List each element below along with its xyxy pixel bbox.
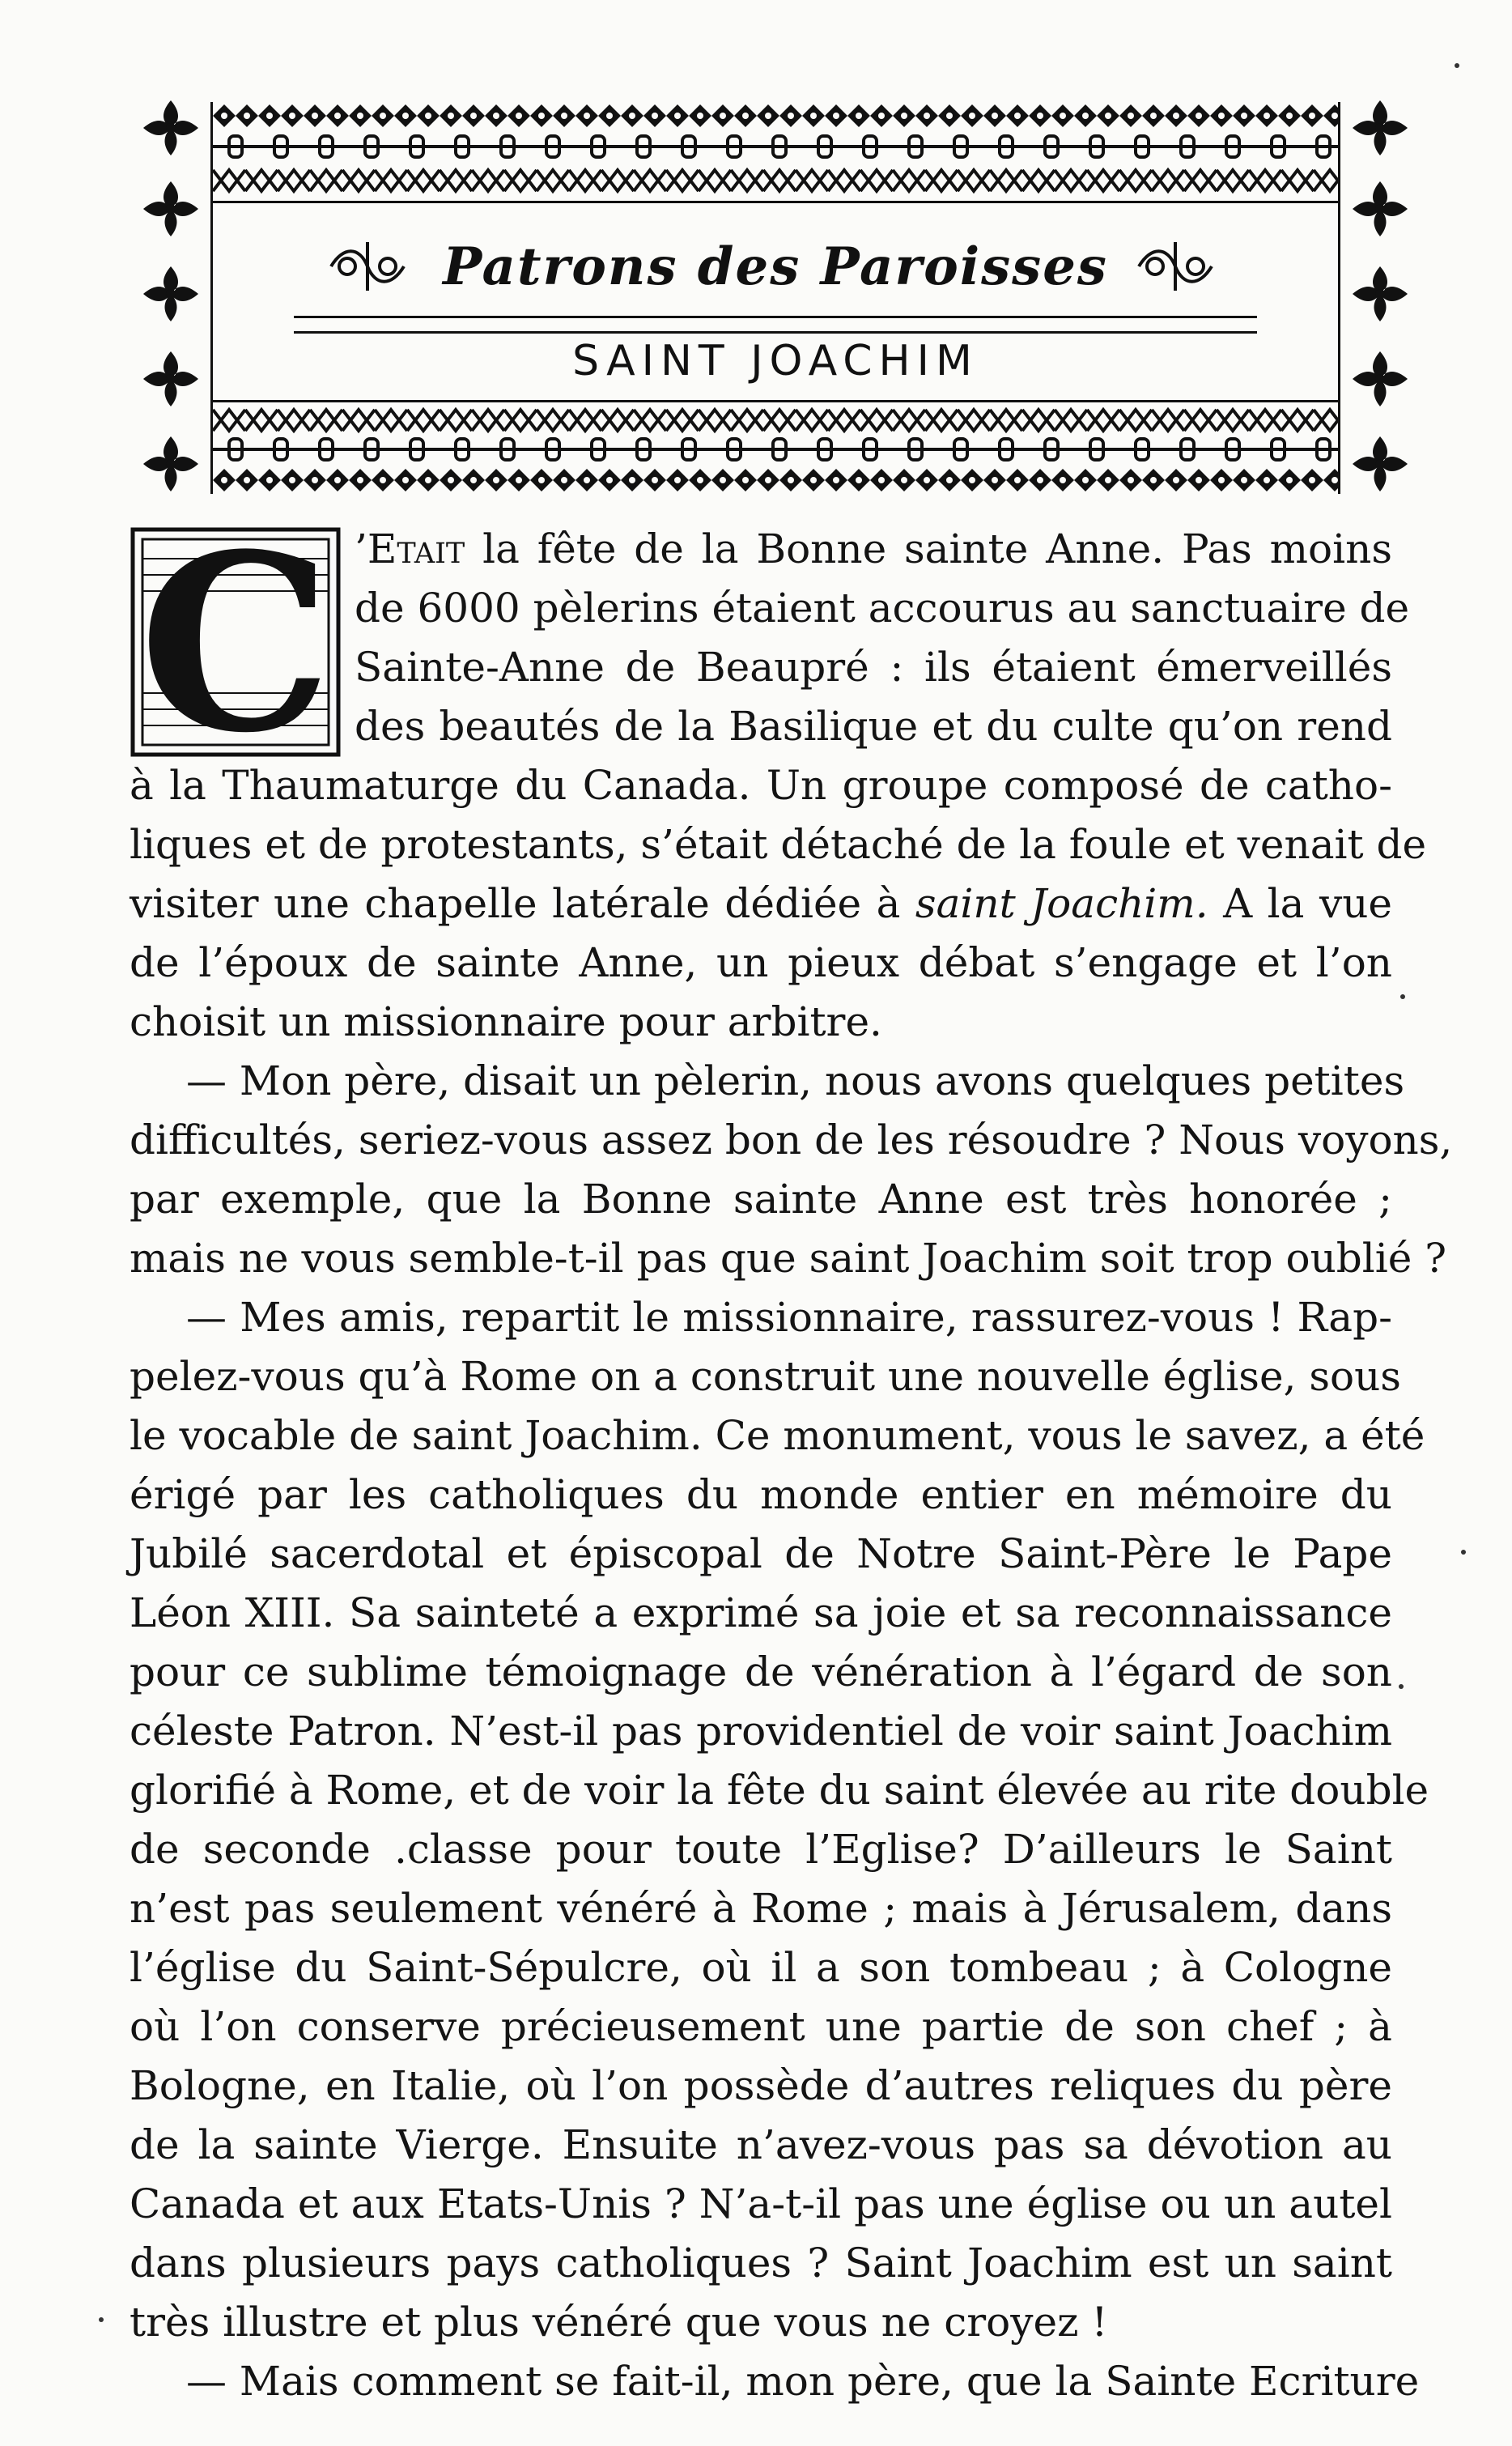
- speck: [1455, 63, 1459, 68]
- ornamental-band: [213, 406, 1338, 434]
- speck: [1399, 1684, 1404, 1689]
- text-line: difficultés, seriez-vous assez bon de les résoudre ? Nous voyons,: [130, 1117, 1453, 1163]
- right-fleuron-column: [1345, 96, 1415, 500]
- text-line: de l’époux de sainte Anne, un pieux débat s’engage et l’on: [130, 939, 1392, 986]
- subtitle: SAINT JOACHIM: [572, 337, 979, 385]
- italic-text: saint Joachim.: [915, 880, 1208, 927]
- text-line: Bologne, en Italie, où l’on possède d’autres reliques du père: [130, 2062, 1392, 2109]
- text-line: très illustre et plus vénéré que vous ne croyez !: [130, 2299, 1108, 2346]
- text-line: [355, 520, 1392, 579]
- text-line: de 6000 pèlerins étaient accourus au sanctuaire de: [355, 585, 1410, 632]
- text-line: — Mais comment se fait-il, mon père, que la Sainte Ecriture: [186, 2358, 1420, 2405]
- text-line: Jubilé sacerdotal et épiscopal de Notre Saint-Père le Pape: [130, 1530, 1392, 1577]
- text-line: — Mes amis, repartit le missionnaire, rassurez-vous ! Rap-: [186, 1294, 1392, 1341]
- dropcap-letter: C: [138, 526, 333, 758]
- speck: [1400, 994, 1405, 999]
- text-line: mais ne vous semble-t-il pas que saint Joachim soit trop oublié ?: [130, 1235, 1447, 1282]
- right-flourish-icon: [1131, 238, 1228, 295]
- text-line: le vocable de saint Joachim. Ce monument, vous le savez, a été: [130, 1412, 1425, 1459]
- text-line: érigé par les catholiques du monde entier en mémoire du: [130, 1471, 1392, 1518]
- left-fleuron-column: [136, 96, 206, 500]
- ornamental-band: [213, 436, 1338, 463]
- rule: [213, 201, 1338, 203]
- text-line: Sainte-Anne de Beaupré : ils étaient émerveillés: [355, 644, 1392, 691]
- text-line: de la sainte Vierge. Ensuite n’avez-vous pas sa dévotion au: [130, 2121, 1392, 2168]
- text-line: l’église du Saint-Sépulcre, où il a son tombeau ; à Cologne: [130, 1944, 1392, 1991]
- page-title: Patrons des Paroisses: [443, 236, 1108, 297]
- ornamental-band: [213, 466, 1338, 494]
- title-row: [213, 222, 1338, 311]
- ornamental-band: [213, 102, 1338, 130]
- left-flourish-icon: [323, 238, 420, 295]
- text-line: pelez-vous qu’à Rome on a construit une nouvelle église, sous: [130, 1353, 1401, 1400]
- speck: [99, 2317, 104, 2322]
- rule: [213, 400, 1338, 402]
- text-line: choisit un missionnaire pour arbitre.: [130, 998, 882, 1045]
- line-text: la fête de la Bonne sainte Anne. Pas moins: [465, 525, 1392, 572]
- text-line: — Mon père, disait un pèlerin, nous avons quelques petites: [186, 1057, 1405, 1104]
- line-text: visiter une chapelle latérale dédiée à: [130, 880, 915, 927]
- ornamental-band: [213, 167, 1338, 194]
- text-line: par exemple, que la Bonne sainte Anne est très honorée ;: [130, 1176, 1392, 1223]
- double-rule: [294, 316, 1257, 334]
- text-line: pour ce sublime témoignage de vénération à l’égard de son: [130, 1648, 1392, 1695]
- text-line: dans plusieurs pays catholiques ? Saint Joachim est un saint: [130, 2240, 1392, 2286]
- text-line: Léon XIII. Sa sainteté a exprimé sa joie et sa reconnaissance: [130, 1589, 1392, 1636]
- header-ornament: [136, 96, 1415, 500]
- text-line: céleste Patron. N’est-il pas providentiel de voir saint Joachim: [130, 1708, 1392, 1755]
- text-line: des beautés de la Basilique et du culte qu’on rend: [355, 703, 1392, 750]
- text-line: liques et de protestants, s’était détaché de la foule et venait de: [130, 821, 1427, 868]
- text-line: de seconde .classe pour toute l’Eglise? D’ailleurs le Saint: [130, 1826, 1392, 1873]
- text-line: à la Thaumaturge du Canada. Un groupe composé de catho-: [130, 762, 1392, 809]
- header-frame: [210, 102, 1340, 494]
- text-line: Canada et aux Etats-Unis ? N’a-t-il pas une église ou un autel: [130, 2180, 1392, 2227]
- text-line: glorifié à Rome, et de voir la fête du saint élevée au rite double: [130, 1767, 1429, 1814]
- speck: [1461, 1550, 1466, 1555]
- ornamental-band: [213, 133, 1338, 160]
- text-line: [130, 874, 1392, 934]
- smallcaps-word: ’Etait: [355, 525, 465, 572]
- body-text: [130, 520, 1453, 2411]
- line-text: A la vue: [1208, 880, 1393, 927]
- text-line: où l’on conserve précieusement une partie de son chef ; à: [130, 2003, 1392, 2050]
- text-line: n’est pas seulement vénéré à Rome ; mais à Jérusalem, dans: [130, 1885, 1392, 1932]
